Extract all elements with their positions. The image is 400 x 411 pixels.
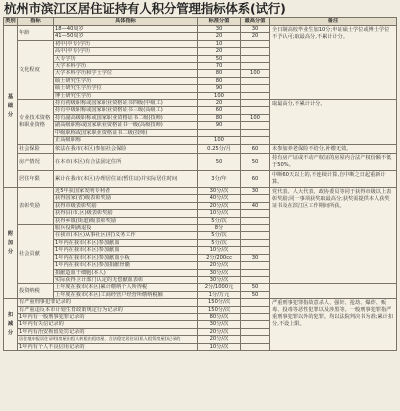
- standard-cell: 80: [198, 70, 241, 77]
- content-cell: 1年内有一般刑事犯罪记录的: [18, 313, 198, 320]
- max-cell: [241, 63, 270, 70]
- indicator-cell: 社会保险: [18, 144, 54, 154]
- max-cell: 20: [241, 33, 270, 40]
- category-cell: [4, 188, 18, 299]
- max-cell: 30: [241, 254, 270, 261]
- standard-cell: 10分/次: [198, 247, 241, 254]
- max-cell: [241, 40, 270, 47]
- max-cell: [241, 232, 270, 239]
- standard-cell: 20分/次: [198, 202, 241, 209]
- max-cell: [241, 77, 270, 84]
- content-cell: 41—50周岁: [54, 33, 198, 40]
- max-cell: [241, 247, 270, 254]
- content-cell: 持有初级职称或国家职业资格证书四级(中级工): [54, 100, 198, 107]
- max-cell: 30: [241, 188, 270, 195]
- max-cell: [241, 100, 270, 107]
- header-standard: 标准分值: [198, 18, 241, 26]
- standard-cell: 90: [198, 85, 241, 92]
- standard-cell: 10: [198, 40, 241, 47]
- points-table: [3, 17, 397, 351]
- content-cell: 1年内在我市(本区)参加献血: [54, 239, 198, 246]
- max-cell: [241, 137, 270, 144]
- max-cell: 100: [241, 70, 270, 77]
- standard-cell: 3分/年: [198, 171, 241, 188]
- max-cell: [241, 107, 270, 114]
- standard-cell: 1分/万元: [198, 291, 241, 298]
- content-cell: 服兵役期满退役: [54, 225, 198, 232]
- max-cell: [241, 217, 270, 224]
- max-cell: 60: [241, 171, 270, 188]
- table-row: [4, 188, 397, 195]
- max-cell: 50: [241, 154, 270, 171]
- max-cell: 40: [241, 202, 270, 209]
- content-cell: 依法在我市(本区)参加社会保险: [54, 144, 198, 154]
- standard-cell: 150分/次: [198, 306, 241, 313]
- standard-cell: 2分/1000元: [198, 284, 241, 291]
- standard-cell: 20分/次: [198, 262, 241, 269]
- standard-cell: 60: [198, 107, 241, 114]
- table-row: [4, 154, 397, 171]
- content-cell: 正高级职称: [54, 137, 198, 144]
- content-cell: 1年内在我市(本区)参加捐献骨髓: [54, 262, 198, 269]
- max-cell: 30: [241, 26, 270, 33]
- standard-cell: 20: [198, 48, 241, 55]
- max-cell: [241, 239, 270, 246]
- content-cell: 1年内有治安拘留处罚记录的: [18, 328, 198, 335]
- standard-cell: 20分/次: [198, 336, 241, 343]
- content-cell: 硕士研究生学历学位: [54, 85, 198, 92]
- content-cell: 副高级职称或国家职业资格证书一级(高级技师): [54, 122, 198, 129]
- content-cell: 大学本科学历和学士学位: [54, 70, 198, 77]
- max-cell: [241, 336, 270, 343]
- content-cell: 1年内有个人不良信用记录的: [18, 343, 198, 350]
- standard-cell: 0.25分/月: [198, 144, 241, 154]
- indicator-cell: 年龄: [18, 26, 54, 41]
- table-header-row: [4, 18, 397, 26]
- max-cell: [241, 328, 270, 335]
- standard-cell: 30分/次: [198, 321, 241, 328]
- standard-cell: 30: [198, 26, 241, 33]
- content-cell: 累计在我市(本区)办理居住证(暂住证)并实际居住时间: [54, 171, 198, 188]
- max-cell: [241, 269, 270, 276]
- content-cell: 初中(中专)学历: [54, 40, 198, 47]
- indicator-cell: 居住年限: [18, 171, 54, 188]
- content-cell: 居住地申报居住证明(房屋出租人转租出租房屋、合法稳定居住证(私人租赁房屋))记录的: [18, 336, 198, 343]
- table-row: [4, 26, 397, 33]
- standard-cell: 5分/次: [198, 217, 241, 224]
- header-note: 备注: [270, 18, 397, 26]
- max-cell: 50: [241, 291, 270, 298]
- note-cell: 严重刑事犯罪指故意杀人、强奸、抢劫、爆炸、贩毒、投毒等恶性犯罪以及涉黑等。一般刑事犯罪指严重刑事犯罪以外的犯罪。均以法院判决书为准;累计扣分,不设上限。: [270, 299, 397, 351]
- max-cell: [241, 122, 270, 129]
- content-cell: 中级职称或国家职业资格证书二级(技师): [54, 129, 198, 136]
- category-label: 扣减分: [7, 312, 14, 337]
- note-cell: 党代表、人大代表、政协委员等同于获得市级以上表彰奖励;同一事项获奖取最高分;获奖需提供本人获奖证书及在滨江区工作期间所获。: [270, 188, 397, 284]
- content-cell: 获得国家(省)级表彰奖励: [54, 195, 198, 202]
- note-cell: [270, 284, 397, 299]
- standard-cell: 10分/次: [198, 343, 241, 350]
- standard-cell: 50: [198, 154, 241, 171]
- header-content: 具体指标: [54, 18, 198, 26]
- max-cell: [241, 276, 270, 283]
- max-cell: [241, 195, 270, 202]
- content-cell: 捐献造血干细胞(本人): [54, 269, 198, 276]
- note-cell: 全日制高校毕业生加10分;申证硕士学位或博士学位不予认可;取最高分,不累计计分。: [270, 26, 397, 100]
- standard-cell: 90: [198, 122, 241, 129]
- table-row: [4, 299, 397, 306]
- max-cell: [241, 321, 270, 328]
- category-label: 附加分: [7, 230, 14, 255]
- content-cell: 18—40周岁: [54, 26, 198, 33]
- indicator-cell: 文化程度: [18, 40, 54, 99]
- max-cell: [241, 225, 270, 232]
- standard-cell: 30分/次: [198, 269, 241, 276]
- table-row: [4, 171, 397, 188]
- category-label: 基础分: [7, 94, 14, 119]
- note-cell: 持有房产证或不动产权证的房屋内合法产权份额不低于50%。: [270, 154, 397, 171]
- content-cell: 1年内在我市(本区)参加献血小板: [54, 254, 198, 261]
- content-cell: 持有中级职称或国家职业资格证书三级(高级工): [54, 107, 198, 114]
- category-cell: [4, 26, 18, 188]
- indicator-cell: 房产情况: [18, 154, 54, 171]
- note-cell: 中断60天以上的,不连续计算,自中断之日起重新计算。: [270, 171, 397, 188]
- max-cell: 60: [241, 144, 270, 154]
- standard-cell: 10分/次: [198, 210, 241, 217]
- max-cell: 100: [241, 114, 270, 121]
- max-cell: [241, 55, 270, 62]
- content-cell: 大专学历: [54, 55, 198, 62]
- content-cell: 1年内在我市(本区)参加献血: [54, 247, 198, 254]
- max-cell: [241, 262, 270, 269]
- standard-cell: 2分/200cc: [198, 254, 241, 261]
- content-cell: 在本市(本区)有合法固定住所: [54, 154, 198, 171]
- standard-cell: 20: [198, 100, 241, 107]
- content-cell: 在我市(本区)从事社区(村)义务工作: [54, 232, 198, 239]
- content-cell: 实际获得卫计部门认定的无偿献血表彰: [54, 276, 198, 283]
- max-cell: [241, 92, 270, 99]
- category-cell: [4, 299, 18, 351]
- content-cell: 高中(中专)学历: [54, 48, 198, 55]
- header-max: 最高分值: [241, 18, 270, 26]
- standard-cell: 50: [198, 55, 241, 62]
- max-cell: 50: [241, 284, 270, 291]
- page-title: 杭州市滨江区居住证持有人积分管理指标体系(试行): [4, 1, 286, 16]
- max-cell: [241, 313, 270, 320]
- indicator-cell: 投资纳税: [18, 284, 54, 299]
- max-cell: [241, 306, 270, 313]
- standard-cell: 70: [198, 63, 241, 70]
- content-cell: 上年度在我市(本区)工商经营户经营所缴纳税额: [54, 291, 198, 298]
- content-cell: 硕士研究生学历: [54, 77, 198, 84]
- standard-cell: 100: [198, 137, 241, 144]
- standard-cell: 5分/次: [198, 239, 241, 246]
- standard-cell: 20: [198, 33, 241, 40]
- content-cell: 获得市级表彰奖励: [54, 202, 198, 209]
- standard-cell: 80: [198, 114, 241, 121]
- standard-cell: 100: [198, 92, 241, 99]
- content-cell: 博士研究生学历: [54, 92, 198, 99]
- content-cell: 近5年获国家发明专利者: [54, 188, 198, 195]
- max-cell: [241, 210, 270, 217]
- content-cell: 获得乡镇(街道)级表彰奖励: [54, 217, 198, 224]
- standard-cell: [198, 129, 241, 136]
- max-cell: [241, 343, 270, 350]
- header-indicator: 指标: [18, 18, 54, 26]
- standard-cell: 150分/次: [198, 299, 241, 306]
- note-cell: 取最高分,不累计计分。: [270, 100, 397, 144]
- max-cell: [241, 48, 270, 55]
- max-cell: [241, 85, 270, 92]
- note-cell: 未参加养老保险不给分,补缴无效。: [270, 144, 397, 154]
- content-cell: 获得县(市,区)级表彰奖励: [54, 210, 198, 217]
- content-cell: 1年内有失信记录的: [18, 321, 198, 328]
- max-cell: [241, 299, 270, 306]
- indicator-cell: 表彰奖励: [18, 188, 54, 225]
- content-cell: 上年度在我市(本区)累计缴纳个人所得税: [54, 284, 198, 291]
- standard-cell: 20分/次: [198, 328, 241, 335]
- header-category: 类别: [5, 18, 16, 25]
- standard-cell: 80分/次: [198, 313, 241, 320]
- content-cell: 有严重刑事犯罪记录的: [18, 299, 198, 306]
- table-row: [4, 284, 397, 291]
- content-cell: 有严重违反本市计划生育政策规定行为记录的: [18, 306, 198, 313]
- content-cell: 大学本科学历: [54, 63, 198, 70]
- table-row: [4, 144, 397, 154]
- standard-cell: 8分: [198, 225, 241, 232]
- content-cell: 持有副高级职称或国家职业资格证书二级(技师): [54, 114, 198, 121]
- standard-cell: 80: [198, 77, 241, 84]
- max-cell: [241, 129, 270, 136]
- standard-cell: 30分/次: [198, 188, 241, 195]
- indicator-cell: 专业技术资格和职业资格: [18, 100, 54, 144]
- standard-cell: 40分/次: [198, 195, 241, 202]
- indicator-cell: 社会贡献: [18, 225, 54, 284]
- table-row: [4, 100, 397, 107]
- standard-cell: 30分/次: [198, 276, 241, 283]
- standard-cell: 5分/次: [198, 232, 241, 239]
